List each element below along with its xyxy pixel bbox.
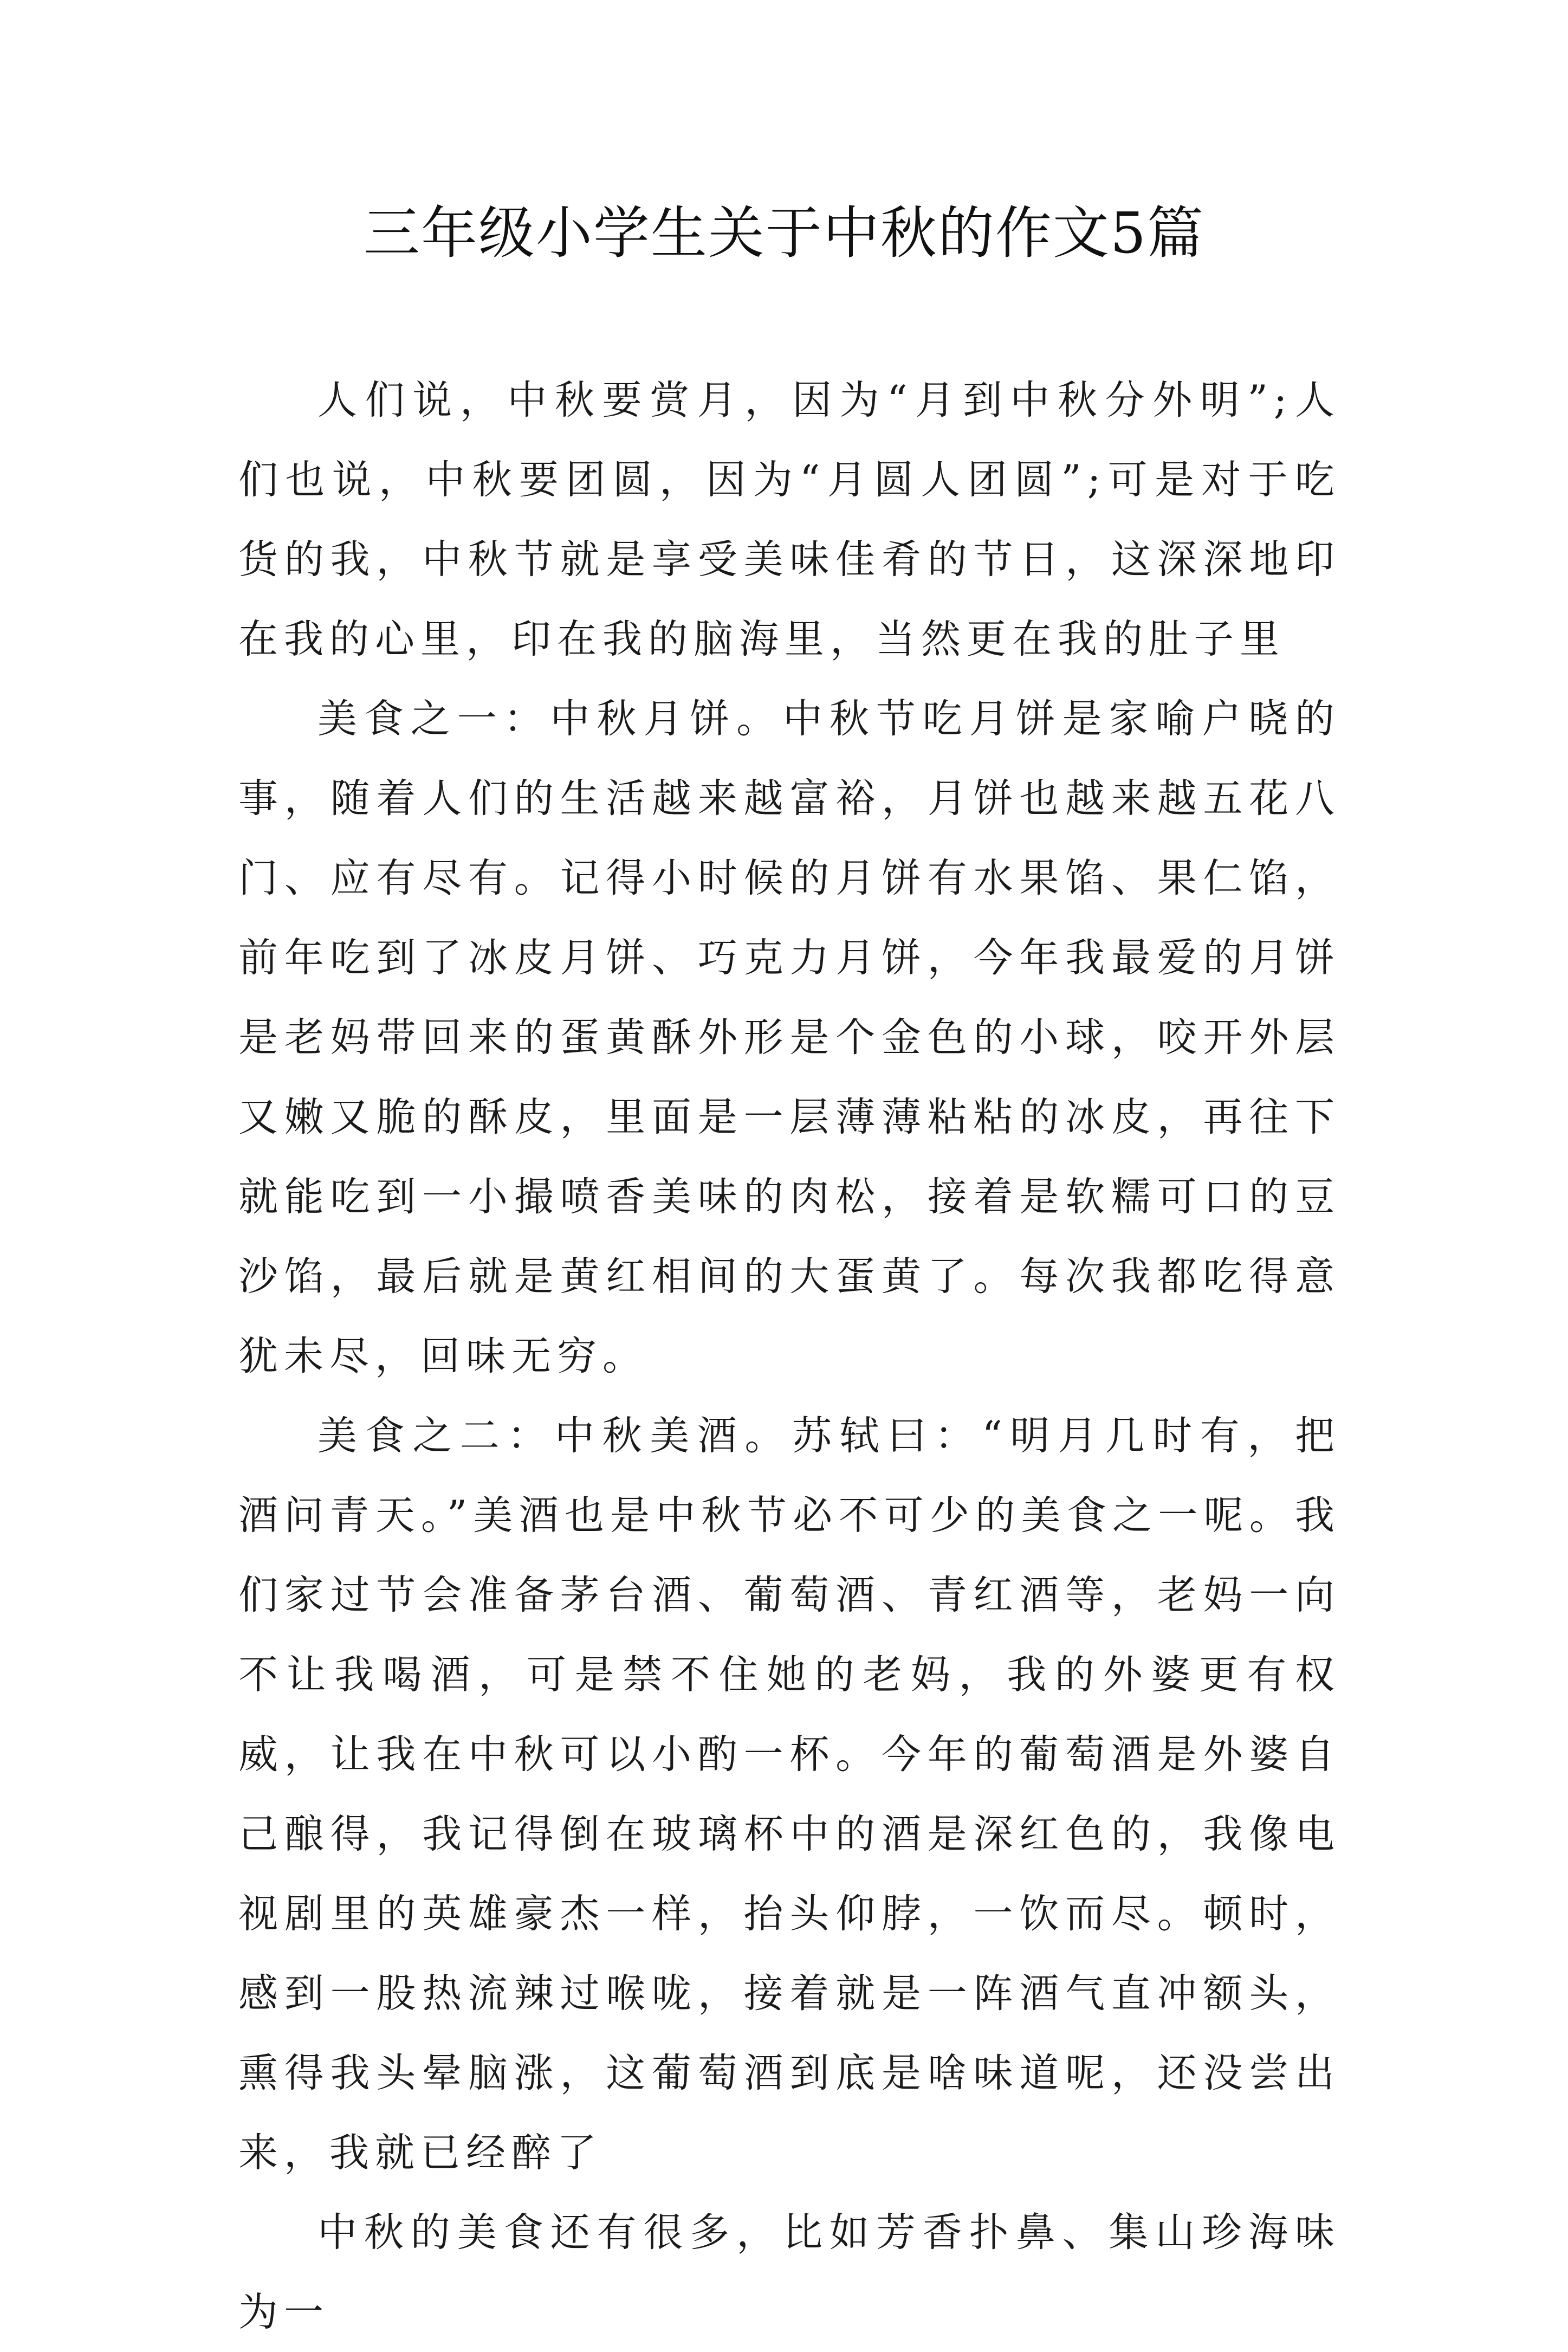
paragraph-wine: 美食之二：中秋美酒。苏轼曰：“明月几时有，把酒问青天。”美酒也是中秋节必不可少的美食之一呢。我们家过节会准备茅台酒、葡萄酒、青红酒等，老妈一向不让我喝酒，可是禁不住她的老妈，我的外婆更有权威，让我在中秋可以小酌一杯。今年的葡萄酒是外婆自己酿得，我记得倒在玻璃杯中的酒是深红色的，我像电视剧里的英雄豪杰一样，抬头仰脖，一饮而尽。顿时，感到一股热流辣过喉咙，接着就是一阵酒气直冲额头，熏得我头晕脑涨，这葡萄酒到底是啥味道呢，还没尝出来，我就已经醉了: [238, 1413, 1340, 2176]
paragraph-intro: 人们说，中秋要赏月，因为“月到中秋分外明”;人们也说，中秋要团圆，因为“月圆人团圆”;可是对于吃货的我，中秋节就是享受美味佳肴的节日，这深深地印在我的心里，印在我的脑海里，当然更在我的肚子里: [238, 377, 1340, 662]
paragraph-mooncake: 美食之一：中秋月饼。中秋节吃月饼是家喻户晓的事，随着人们的生活越来越富裕，月饼也越来越五花八门、应有尽有。记得小时候的月饼有水果馅、果仁馅，前年吃到了冰皮月饼、巧克力月饼，今年我最爱的月饼是老妈带回来的蛋黄酥外形是个金色的小球，咬开外层又嫩又脆的酥皮，里面是一层薄薄粘粘的冰皮，再往下就能吃到一小撮喷香美味的肉松，接着是软糯可口的豆沙馅，最后就是黄红相间的大蛋黄了。每次我都吃得意犹未尽，回味无穷。: [238, 696, 1340, 1379]
document-body: [238, 360, 1340, 2352]
paragraph-more-food: 中秋的美食还有很多，比如芳香扑鼻、集山珍海味为一: [238, 2209, 1340, 2335]
document-title: 三年级小学生关于中秋的作文5篇: [363, 200, 1205, 266]
